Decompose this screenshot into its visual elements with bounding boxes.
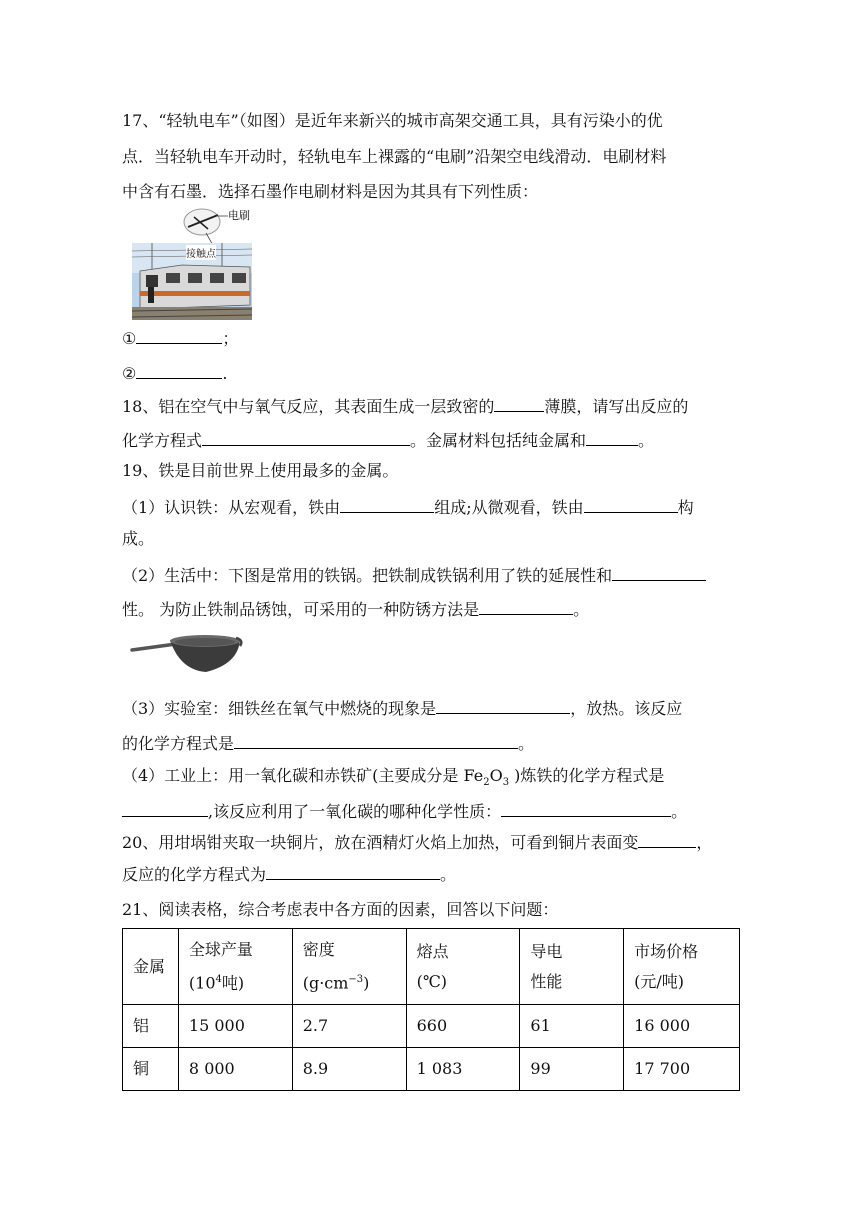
q19-rust-blank[interactable] <box>479 598 573 615</box>
light-rail-figure <box>132 205 252 320</box>
production-unit-suffix: 吨) <box>221 973 245 993</box>
header-market-price <box>624 929 740 1005</box>
q18-line-2 <box>122 429 654 452</box>
header-metal: 金属 <box>123 929 179 1005</box>
q19-p1-text-b: 组成;从微观看，铁由 <box>434 498 584 517</box>
q19-property-blank[interactable] <box>612 564 706 581</box>
q19-p4-text-a: （4）工业上：用一氧化碳和赤铁矿(主要成分是 Fe <box>122 766 484 785</box>
q19-p2-text-c: 。 <box>573 600 590 619</box>
q19-p2-text-b: 性。 为防止铁制品锈蚀，可采用的一种防锈方法是 <box>122 600 480 619</box>
q20-color-blank[interactable] <box>638 831 696 848</box>
q20-text-a: 20、用坩埚钳夹取一块铜片，放在酒精灯火焰上加热，可看到铜片表面变 <box>122 833 639 852</box>
header-melting-point <box>406 929 520 1005</box>
q19-part-1-line-2: 成。 <box>122 529 155 548</box>
header-price-label: 市场价格 <box>634 941 699 961</box>
wok-icon <box>130 630 246 680</box>
header-melting-unit: (℃) <box>416 971 447 991</box>
fe2o3-oxygen: O <box>489 766 503 785</box>
q19-micro-blank[interactable] <box>584 496 678 513</box>
q19-intro: 19、铁是目前世界上使用最多的金属。 <box>122 461 399 480</box>
q19-part-4-line-1 <box>122 765 664 794</box>
q18-text-c: 化学方程式 <box>122 431 203 450</box>
metal-properties-table <box>122 928 740 1091</box>
production-unit-exponent: 4 <box>215 974 222 985</box>
table-row <box>123 1005 740 1048</box>
q18-text-a: 18、铝在空气中与氧气反应，其表面生成一层致密的 <box>122 397 495 416</box>
cell-price: 17 700 <box>624 1048 740 1091</box>
brush-label: 电刷 <box>228 209 250 222</box>
answer-2-blank[interactable] <box>136 362 222 379</box>
q20-text-b: ， <box>696 833 713 852</box>
header-conductivity-label-1: 导电 <box>530 941 563 961</box>
fe2o3-subscript-3: 3 <box>502 777 510 789</box>
q19-part-2-line-1 <box>122 564 706 587</box>
header-production <box>178 929 292 1005</box>
cell-melting-point: 1 083 <box>406 1048 520 1091</box>
answer-1-punct: ； <box>222 329 239 348</box>
q19-smelting-equation-blank[interactable] <box>122 800 208 817</box>
q17-answer-1 <box>122 327 238 350</box>
q19-combustion-equation-blank[interactable] <box>234 732 518 749</box>
q18-equation-blank[interactable] <box>202 429 410 446</box>
q20-text-d: 。 <box>440 865 457 884</box>
density-unit-suffix: ) <box>363 973 370 993</box>
q19-macro-blank[interactable] <box>340 496 434 513</box>
q19-p3-text-c: 的化学方程式是 <box>122 734 235 753</box>
header-melting-label: 熔点 <box>416 941 449 961</box>
q19-part-3-line-1 <box>122 697 682 720</box>
fe2o3-subscript-2: 2 <box>483 777 490 789</box>
q17-line-2: 点．当轻轨电车开动时，轻轨电车上裸露的“电刷”沿架空电线滑动．电刷材料 <box>122 147 667 166</box>
header-conductivity-label-2: 性能 <box>530 971 563 991</box>
q19-p2-text-a: （2）生活中：下图是常用的铁锅。把铁制成铁锅利用了铁的延展性和 <box>122 566 613 585</box>
q20-line-1 <box>122 831 712 854</box>
q20-line-2 <box>122 863 456 886</box>
cell-density: 8.9 <box>292 1048 406 1091</box>
q17-line-1: 17、“轻轨电车”（如图）是近年来新兴的城市高架交通工具，具有污染小的优 <box>122 111 663 130</box>
answer-1-marker: ① <box>122 329 137 348</box>
density-unit-base: (g·cm <box>302 973 349 993</box>
answer-2-punct: . <box>222 364 228 383</box>
cell-conductivity: 61 <box>520 1005 624 1048</box>
header-production-unit <box>189 965 282 998</box>
cell-production: 15 000 <box>178 1005 292 1048</box>
cell-production: 8 000 <box>178 1048 292 1091</box>
q20-text-c: 反应的化学方程式为 <box>122 865 267 884</box>
q19-part-4-line-2 <box>122 800 687 823</box>
q19-phenomenon-blank[interactable] <box>436 697 570 714</box>
q19-p1-text-c: 构 <box>677 498 694 517</box>
contact-point-label: 接触点 <box>186 245 216 260</box>
header-density-label: 密度 <box>302 940 335 959</box>
q19-part-2-line-2 <box>122 598 589 621</box>
q18-text-d: 。金属材料包括纯金属和 <box>410 431 587 450</box>
q20-equation-blank[interactable] <box>266 863 440 880</box>
q21-intro: 21、阅读表格，综合考虑表中各方面的因素，回答以下问题： <box>122 900 559 919</box>
q17-line-3: 中含有石墨．选择石墨作电刷材料是因为其具有下列性质： <box>122 182 539 201</box>
q19-p4-text-d: 。 <box>671 802 688 821</box>
cell-price: 16 000 <box>624 1005 740 1048</box>
q19-p1-text-a: （1）认识铁：从宏观看，铁由 <box>122 498 341 517</box>
iron-wok-image <box>130 630 246 680</box>
density-unit-exponent: −3 <box>348 974 364 985</box>
q19-co-property-blank[interactable] <box>501 800 671 817</box>
table-row <box>123 1048 740 1091</box>
header-density-unit <box>303 965 396 998</box>
answer-1-blank[interactable] <box>136 327 222 344</box>
q17-answer-2 <box>122 362 227 385</box>
cell-metal: 铝 <box>123 1005 179 1048</box>
q19-p3-text-a: （3）实验室：细铁丝在氧气中燃烧的现象是 <box>122 699 437 718</box>
q19-p4-text-b: )炼铁的化学方程式是 <box>509 766 665 785</box>
q19-p4-text-c: ,该反应利用了一氧化碳的哪种化学性质： <box>208 802 502 821</box>
answer-2-marker: ② <box>122 364 137 383</box>
q19-part-3-line-2 <box>122 732 534 755</box>
cell-metal: 铜 <box>123 1048 179 1091</box>
q18-material-blank[interactable] <box>586 429 638 446</box>
q19-part-1-line-1 <box>122 496 694 519</box>
header-price-unit: (元/吨) <box>634 971 685 991</box>
q18-line-1 <box>122 395 688 418</box>
cell-conductivity: 99 <box>520 1048 624 1091</box>
header-conductivity <box>520 929 624 1005</box>
table-header-row <box>123 929 740 1005</box>
q19-p3-text-d: 。 <box>518 734 535 753</box>
cell-density: 2.7 <box>292 1005 406 1048</box>
q19-p3-text-b: ，放热。该反应 <box>570 699 683 718</box>
q18-film-blank[interactable] <box>494 395 544 412</box>
q18-text-e: 。 <box>638 431 655 450</box>
cell-melting-point: 660 <box>406 1005 520 1048</box>
header-production-label: 全球产量 <box>188 940 253 959</box>
q18-text-b: 薄膜，请写出反应的 <box>544 397 689 416</box>
production-unit-base: (10 <box>188 973 216 993</box>
header-density <box>292 929 406 1005</box>
